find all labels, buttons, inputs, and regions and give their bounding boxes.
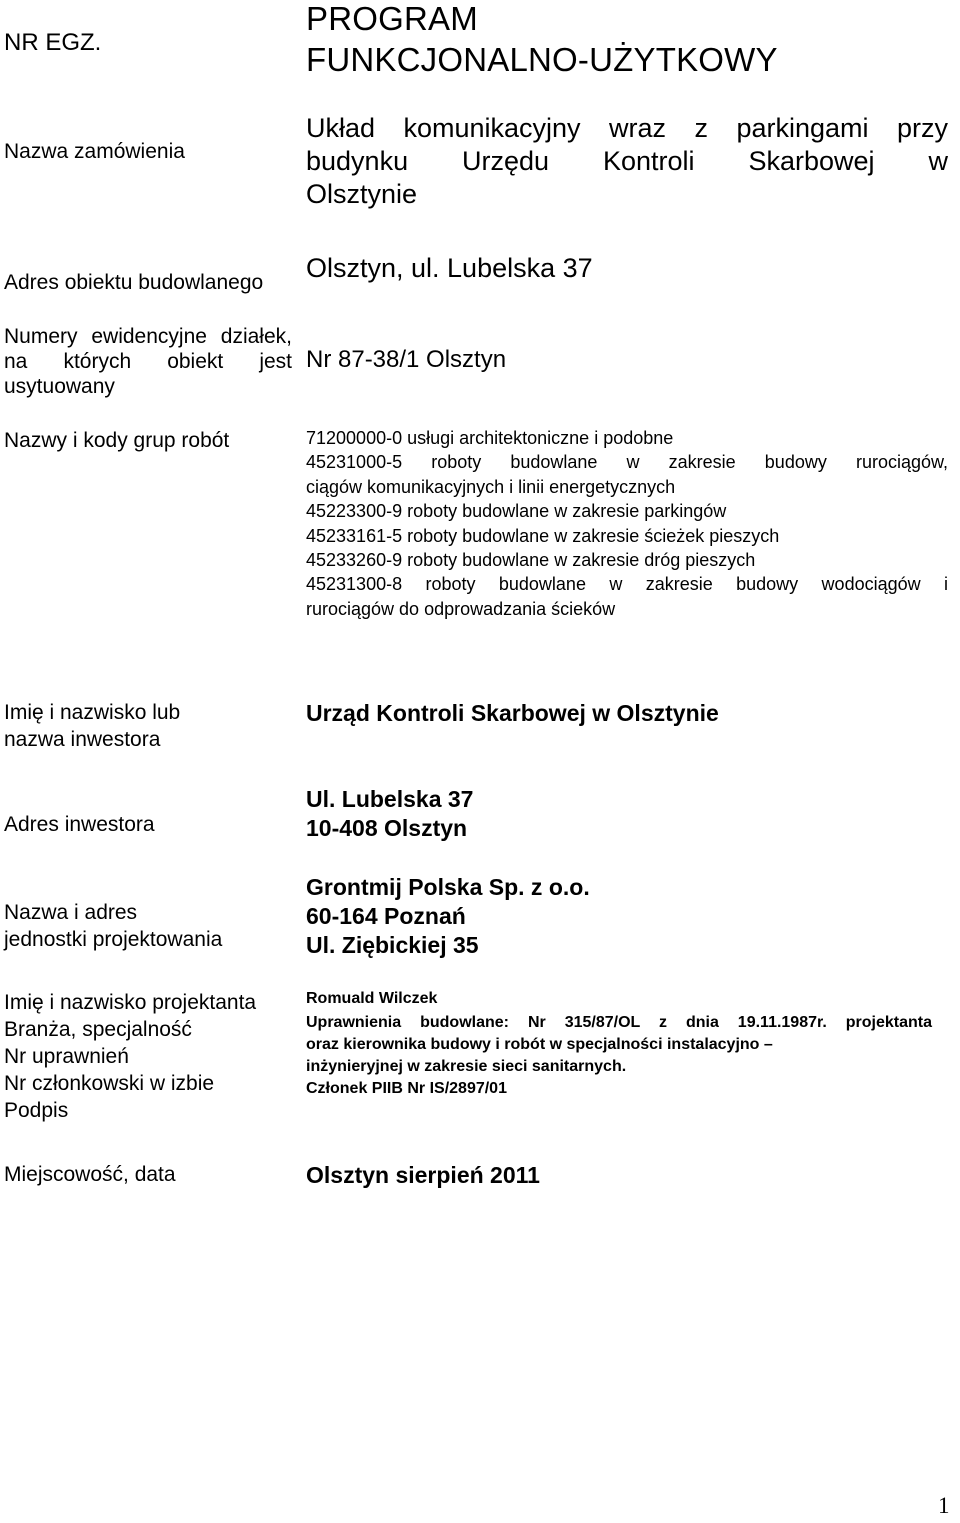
order-name-line-1: Układ komunikacyjny wraz z parkingami przy [306,113,948,143]
building-address-label: Adres obiektu budowlanego [4,271,264,294]
investor-address-label: Adres inwestora [4,813,155,836]
work-codes-label: Nazwy i kody grup robót [4,429,230,452]
work-code-item: 71200000-0 usługi architektoniczne i podobne [306,428,674,448]
designer-label-line-5: Podpis [4,1099,69,1122]
document-title-line-1: PROGRAM [306,0,478,37]
building-address-value: Olsztyn, ul. Lubelska 37 [306,253,593,283]
design-unit-label [4,899,222,953]
page-number: 1 [938,1493,950,1518]
investor-address-line-1: Ul. Lubelska 37 [306,786,474,812]
order-name-line-3: Olsztynie [306,179,418,209]
designer-line-3: oraz kierownika budowy i robót w specjalności instalacyjno – [306,1036,773,1053]
designer-label-line-2: Branża, specjalność [4,1018,192,1041]
work-code-item: rurociągów do odprowadzania ścieków [306,598,616,619]
work-code-item: 45223300-9 roboty budowlane w zakresie parkingów [306,501,727,522]
plot-numbers-label [4,324,292,399]
designer-line-5: Członek PIIB Nr IS/2897/01 [306,1080,507,1097]
design-unit-value [306,873,590,960]
order-name-value [306,112,948,211]
investor-name-label [4,699,180,753]
plot-numbers-value: Nr 87-38/1 Olsztyn [306,346,507,373]
place-date-value: Olsztyn sierpień 2011 [306,1162,540,1188]
work-code-item: 45233161-5 roboty budowlane w zakresie ścieżek pieszych [306,525,780,546]
place-date-label: Miejscowość, data [4,1163,176,1186]
work-code-item: 45233260-9 roboty budowlane w zakresie dróg pieszych [306,550,756,571]
investor-name-value: Urząd Kontroli Skarbowej w Olsztynie [306,700,719,726]
investor-address-value [306,785,473,843]
design-unit-line-2: 60-164 Poznań [306,903,466,929]
designer-label [4,989,256,1124]
design-unit-label-line-1: Nazwa i adres [4,901,138,924]
designer-label-line-3: Nr uprawnień [4,1045,129,1068]
design-unit-label-line-2: jednostki projektowania [4,928,223,951]
designer-line-4: inżynieryjnej w zakresie sieci sanitarnych. [306,1058,627,1075]
plot-numbers-label-line-2: na których obiekt jest [4,350,292,373]
plot-numbers-label-line-1: Numery ewidencyjne działek, [4,325,292,348]
designer-name: Romuald Wilczek [306,990,438,1007]
order-name-line-2: budynku Urzędu Kontroli Skarbowej w [306,146,948,176]
investor-name-label-line-2: nazwa inwestora [4,728,161,751]
copy-number-label: NR EGZ. [4,29,102,56]
work-code-item: 45231000-5 roboty budowlane w zakresie budowy rurociągów, [306,452,948,473]
design-unit-line-1: Grontmij Polska Sp. z o.o. [306,874,590,900]
work-code-item: ciągów komunikacyjnych i linii energetycznych [306,476,676,497]
investor-name-label-line-1: Imię i nazwisko lub [4,701,181,724]
order-name-label: Nazwa zamówienia [4,140,185,163]
investor-address-line-2: 10-408 Olsztyn [306,815,468,841]
designer-value [306,988,932,1100]
designer-label-line-4: Nr członkowski w izbie [4,1072,215,1095]
designer-label-line-1: Imię i nazwisko projektanta [4,991,257,1014]
designer-line-2: Uprawnienia budowlane: Nr 315/87/OL z dnia 19.11.1987r. projektanta [306,1014,932,1031]
document-title-line-2: FUNKCJONALNO-UŻYTKOWY [306,41,778,78]
work-codes-list [306,426,948,621]
work-code-item: 45231300-8 roboty budowlane w zakresie budowy wodociągów i [306,574,948,595]
design-unit-line-3: Ul. Ziębickiej 35 [306,932,479,958]
plot-numbers-label-line-3: usytuowany [4,375,115,398]
